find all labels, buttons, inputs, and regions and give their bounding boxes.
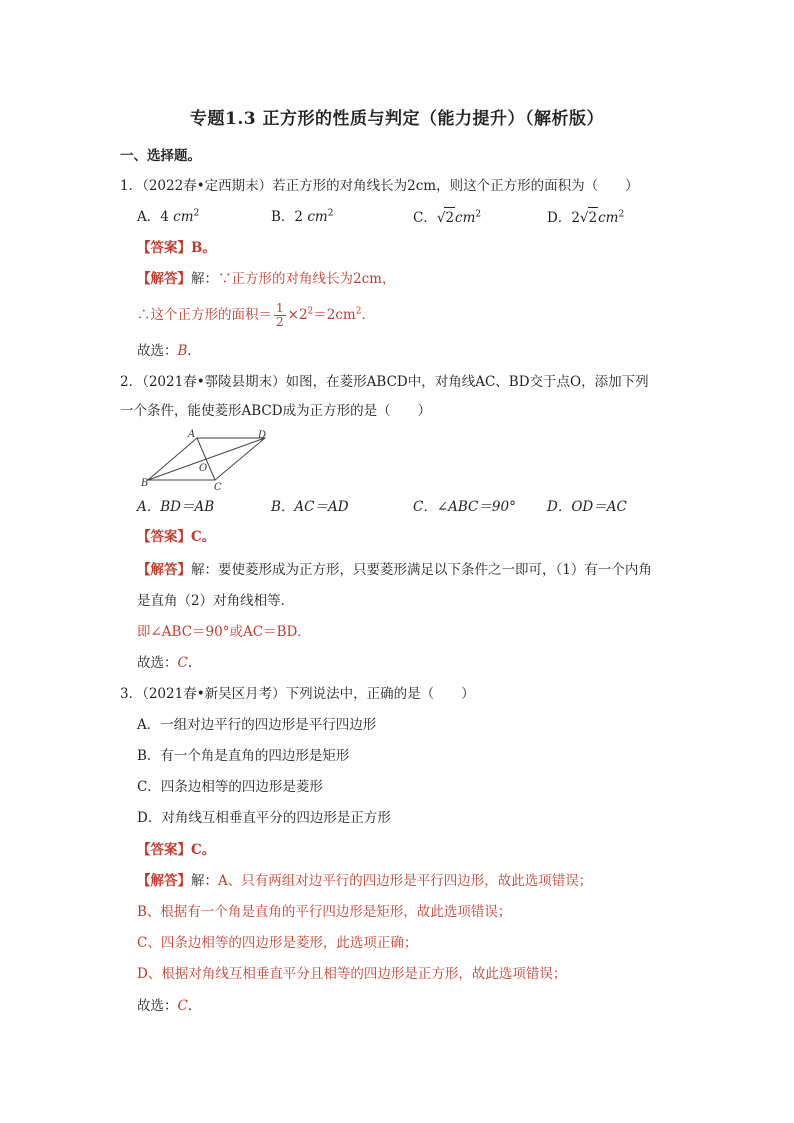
- q2-analysis-line-1: 【解答】解：要使菱形成为正方形，只要菱形满足以下条件之一即可，（1）有一个内角: [137, 562, 652, 578]
- sqrt-symbol: √2: [580, 207, 598, 228]
- q2-option-d[interactable]: D．OD＝AC: [547, 499, 627, 515]
- q1-option-b[interactable]: B．2 $cm^2$: [271, 208, 334, 225]
- q2-analysis-line-3: 即∠ABC＝90°或AC＝BD．: [137, 624, 311, 640]
- q1-conclusion: 故选：B．: [137, 343, 201, 359]
- vertex-label-a: A: [188, 429, 196, 440]
- q3-conclusion: 故选：C．: [137, 998, 202, 1014]
- q1-option-d[interactable]: D．$2√2cm^2$: [547, 207, 624, 228]
- q1-stem: 1．（2022春•定西期末）若正方形的对角线长为2cm，则这个正方形的面积为（ ）: [120, 178, 639, 194]
- q3-option-d[interactable]: D．对角线互相垂直平分的四边形是正方形: [137, 810, 391, 826]
- q2-answer: 【答案】C。: [137, 529, 216, 545]
- vertex-label-d: D: [258, 430, 267, 441]
- q3-option-b[interactable]: B．有一个角是直角的四边形是矩形: [137, 748, 350, 764]
- vertex-label-b: B: [141, 478, 149, 489]
- q2-conclusion: 故选：C．: [137, 655, 202, 671]
- q1-option-c[interactable]: C．$√2cm^2$: [413, 207, 481, 228]
- fraction: $\frac{1}{2}$: [276, 301, 284, 329]
- q2-option-a[interactable]: A．BD＝AB: [137, 499, 215, 515]
- q3-analysis-line-1: 【解答】解：A、只有两组对边平行的四边形是平行四边形，故此选项错误；: [137, 873, 593, 889]
- q3-stem: 3．（2021春•新吴区月考）下列说法中，正确的是（ ）: [120, 686, 475, 702]
- vertex-label-c: C: [214, 482, 222, 493]
- q2-stem-line-2: 一个条件，能使菱形ABCD成为正方形的是（ ）: [120, 403, 432, 419]
- q2-option-b[interactable]: B．AC＝AD: [271, 499, 349, 515]
- rhombus-figure: [141, 428, 272, 493]
- q3-analysis-line-3: C、四条边相等的四边形是菱形，此选项正确；: [137, 935, 418, 951]
- q3-analysis-line-2: B、根据有一个角是直角的平行四边形是矩形，故此选项错误；: [137, 904, 512, 920]
- q3-analysis-line-4: D、根据对角线互相垂直平分且相等的四边形是正方形，故此选项错误；: [137, 966, 567, 982]
- center-label-o: O: [199, 463, 208, 474]
- q1-answer: 【答案】B。: [137, 240, 216, 256]
- sqrt-symbol: √2: [437, 207, 455, 228]
- q2-analysis-line-2: 是直角（2）对角线相等．: [137, 593, 295, 609]
- q3-answer: 【答案】C。: [137, 842, 216, 858]
- q2-stem-line-1: 2．（2021春•鄠陵县期末）如图，在菱形ABCD中，对角线AC、BD交于点O，添加下列: [120, 374, 649, 390]
- section-heading: 一、选择题。: [120, 148, 201, 164]
- q1-analysis-line-2: ∴这个正方形的面积＝ $\frac{1}{2}$ $\times 2^2=2cm^2$．: [137, 301, 375, 329]
- q1-analysis-line-1: 【解答】解：∵正方形的对角线长为2cm，: [137, 271, 396, 287]
- q2-option-c[interactable]: C．∠ABC＝90°: [413, 499, 516, 515]
- page-title: 专题1.3 正方形的性质与判定（能力提升）（解析版）: [190, 109, 604, 129]
- q1-option-a[interactable]: A．4 $cm^2$: [137, 208, 200, 225]
- q3-option-c[interactable]: C．四条边相等的四边形是菱形: [137, 779, 323, 795]
- q3-option-a[interactable]: A．一组对边平行的四边形是平行四边形: [137, 717, 377, 733]
